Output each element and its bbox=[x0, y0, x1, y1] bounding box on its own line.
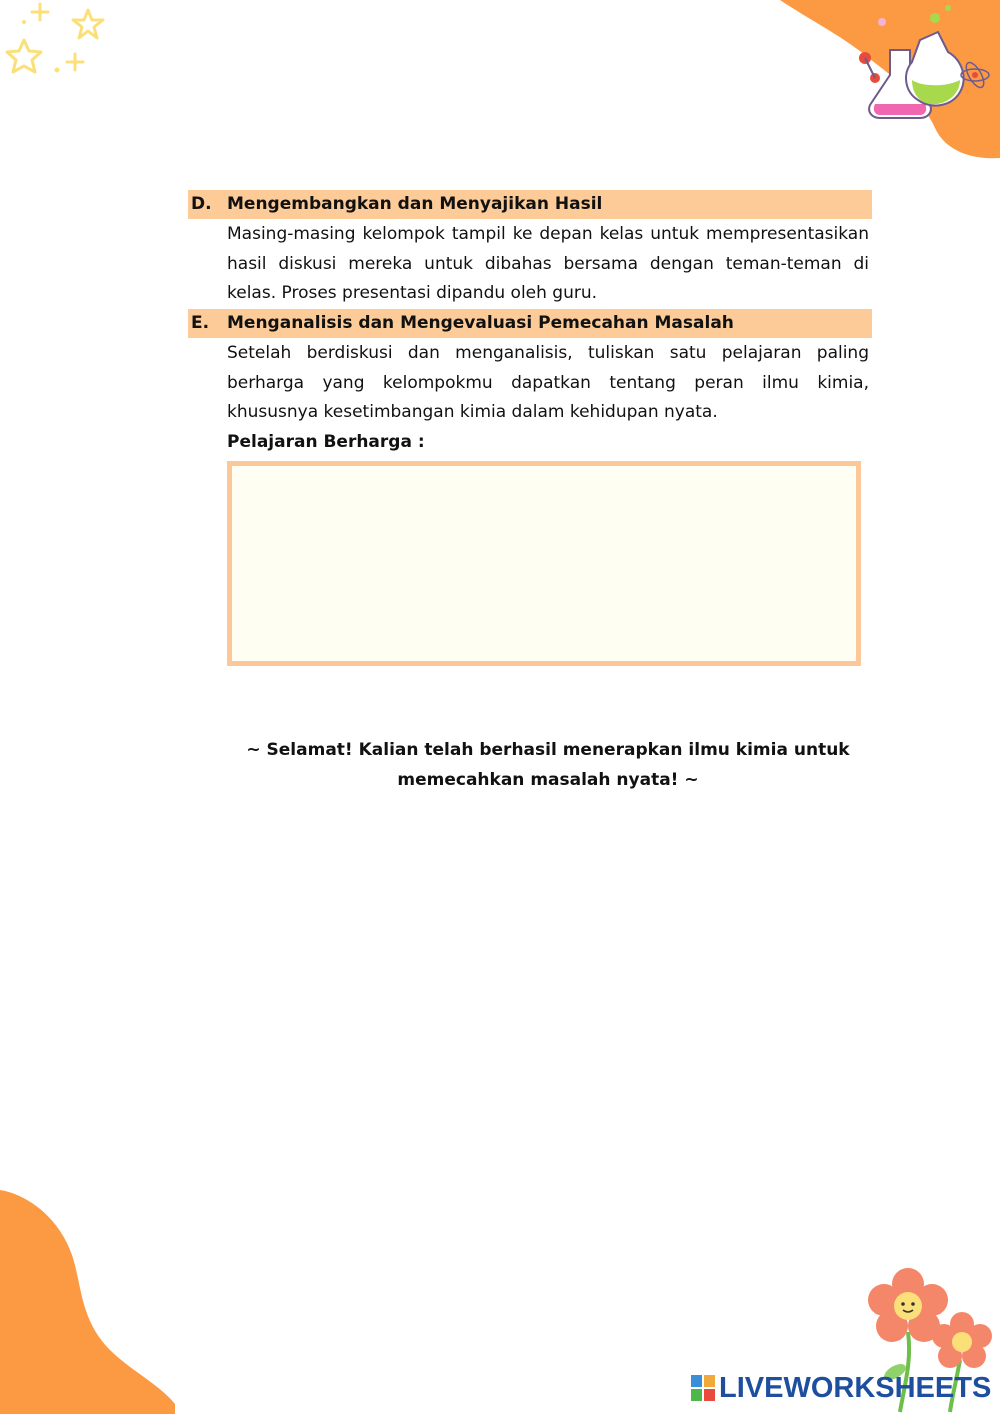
liveworksheets-logo-icon bbox=[691, 1375, 715, 1401]
section-e-body: Setelah berdiskusi dan menganalisis, tuliskan satu pelajaran paling berharga yang kelompokmu dapatkan tentang peran ilmu kimia, khususnya kesetimbangan kimia dalam kehidupan nyata. bbox=[227, 343, 869, 423]
liveworksheets-text: LIVEWORKSHEETS bbox=[719, 1371, 992, 1404]
stars-icon bbox=[0, 0, 120, 90]
answer-input-box[interactable] bbox=[227, 461, 861, 666]
closing-line-1: ~ Selamat! Kalian telah berhasil menerapkan ilmu kimia untuk bbox=[246, 740, 850, 760]
answer-label: Pelajaran Berharga : bbox=[227, 432, 425, 452]
section-d-letter: D. bbox=[191, 194, 212, 214]
section-e-title: Menganalisis dan Mengevaluasi Pemecahan Masalah bbox=[227, 313, 734, 333]
closing-line-2: memecahkan masalah nyata! ~ bbox=[397, 770, 699, 790]
chemistry-flasks-icon bbox=[770, 0, 1000, 165]
closing-message bbox=[188, 735, 908, 795]
section-e-letter: E. bbox=[191, 313, 210, 333]
section-e-header bbox=[188, 309, 872, 338]
liveworksheets-brand bbox=[691, 1372, 991, 1404]
section-d-body: Masing-masing kelompok tampil ke depan kelas untuk mempresentasikan hasil diskusi mereka untuk dibahas bersama dengan teman-teman di kelas. Proses presentasi dipandu oleh guru. bbox=[227, 224, 869, 304]
section-d-title: Mengembangkan dan Menyajikan Hasil bbox=[227, 194, 603, 214]
orange-blob-decoration bbox=[0, 1190, 180, 1414]
section-d-header bbox=[188, 190, 872, 219]
